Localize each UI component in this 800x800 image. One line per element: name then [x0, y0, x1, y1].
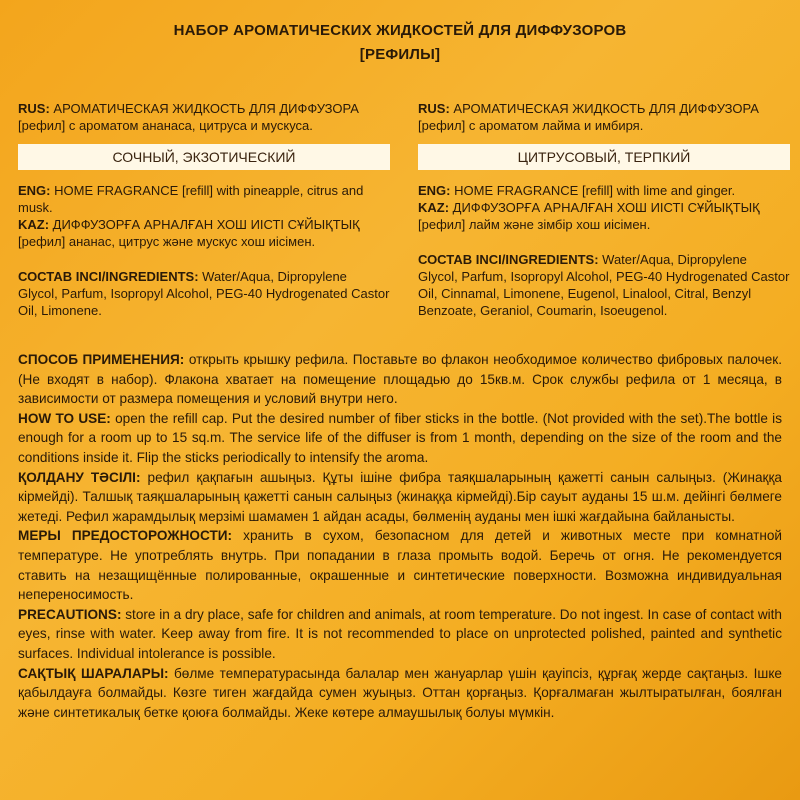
instructions-section	[18, 350, 782, 722]
usage-kz-paragraph	[18, 468, 782, 527]
right-rus-paragraph	[418, 100, 790, 134]
right-kaz-paragraph	[418, 199, 790, 233]
usage-ru-label: СПОСОБ ПРИМЕНЕНИЯ:	[18, 352, 185, 367]
precautions-ru-paragraph	[18, 526, 782, 604]
left-ingredients-text: Water/Aqua, Dipropylene Glycol, Parfum, Isopropyl Alcohol, PEG-40 Hydrogenated Castor Oil, Limonene.	[18, 269, 390, 318]
precautions-kz-text: бөлме температурасында балалар мен жануарлар үшін қауіпсіз, құрғақ жерде сақтаңыз. Ішке қабылдауға болмайды. Көзге тиген жағдайда сумен жуыңыз. Оттан қорғаңыз. Қорғалмаған жылтыратылған, боялған және синтетикалық бетке қоюға болмайды. Жеке көтере алмаушылық болуы мүмкін.	[18, 665, 782, 720]
precautions-kz-paragraph	[18, 664, 782, 723]
left-ingredients-paragraph	[18, 268, 390, 319]
left-ingredients-label: СОСТАВ INCI/INGREDIENTS:	[18, 269, 199, 284]
right-eng-label: ENG:	[418, 183, 451, 198]
precautions-ru-text: хранить в сухом, безопасном для детей и животных месте при комнатной температуре. Не употреблять внутрь. При попадании в глаза промыть водой. Беречь от огня. Не рекомендуется ставить на незащищённые полированные, окрашенные и синтетические поверхности. Возможна индивидуальная непереносимость.	[18, 528, 782, 603]
precautions-ru-label: МЕРЫ ПРЕДОСТОРОЖНОСТИ:	[18, 528, 233, 544]
right-rus-label: RUS:	[418, 101, 450, 116]
usage-en-text: open the refill cap. Put the desired number of fiber sticks in the bottle. (Not provided with the set).The bottle is enough for a room up to 15 sq.m. The service life of the diffuser is from 1 month, depending on the size of the room and the conditions inside it. Flip the sticks periodically to intensify the aroma.	[18, 410, 782, 465]
right-kaz-label: KAZ:	[418, 200, 450, 215]
precautions-en-label: PRECAUTIONS:	[18, 606, 122, 622]
left-rus-text: АРОМАТИЧЕСКАЯ ЖИДКОСТЬ ДЛЯ ДИФФУЗОРА [рефил] с ароматом ананаса, цитруса и мускуса.	[18, 101, 359, 133]
usage-kz-text: рефил қақпағын ашыңыз. Құты ішіне фибра таяқшаларының қажетті санын салыңыз. (Жинаққа кірмейді). Талшық таяқшаларының қажетті санын салыңыз (жинаққа кірмейді).Бір сауыт ауданы 15 ш.м. дейінгі бөлмеге жетеді. Рефил жарамдылық мерзімі шамамен 1 айдан асады, бөлменің ауданы мен ішкі жағдайына байланысты.	[18, 469, 782, 524]
usage-ru-text: открыть крышку рефила. Поставьте во флакон необходимое количество фибровых палочек. (Не входят в набор). Флакона хватает на помещение площадью до 15кв.м. Срок службы рефила от 1 месяца, в зависимости от размера помещения и условий внутри него.	[18, 352, 782, 407]
left-eng-label: ENG:	[18, 183, 51, 198]
page-title: НАБОР АРОМАТИЧЕСКИХ ЖИДКОСТЕЙ ДЛЯ ДИФФУЗОРОВ	[173, 22, 627, 39]
right-kaz-text: ДИФФУЗОРҒА АРНАЛҒАН ХОШ ИІСТІ СҰЙЫҚТЫҚ [рефил] лайм және зімбір хош иісімен.	[418, 200, 760, 232]
left-rus-label: RUS:	[18, 101, 50, 116]
right-eng-text: HOME FRAGRANCE [refill] with lime and ginger.	[450, 183, 736, 198]
precautions-en-paragraph	[18, 605, 782, 664]
left-kaz-paragraph	[18, 216, 390, 250]
right-product-column	[418, 100, 790, 319]
left-eng-text: HOME FRAGRANCE [refill] with pineapple, citrus and musk.	[18, 183, 364, 215]
right-eng-paragraph	[418, 182, 790, 199]
left-rus-paragraph	[18, 100, 390, 134]
right-ingredients-paragraph	[418, 251, 790, 319]
right-scent-badge: ЦИТРУСОВЫЙ, ТЕРПКИЙ	[418, 144, 790, 170]
usage-ru-paragraph	[18, 350, 782, 409]
left-kaz-label: KAZ:	[18, 217, 50, 232]
page-subtitle: [РЕФИЛЫ]	[359, 46, 441, 63]
left-kaz-text: ДИФФУЗОРҒА АРНАЛҒАН ХОШ ИІСТІ СҰЙЫҚТЫҚ [рефил] ананас, цитрус және мускус хош иісімен.	[18, 217, 360, 249]
usage-en-paragraph	[18, 409, 782, 468]
left-eng-paragraph	[18, 182, 390, 216]
right-ingredients-text: Water/Aqua, Dipropylene Glycol, Parfum, Isopropyl Alcohol, PEG-40 Hydrogenated Castor Oil, Cinnamal, Limonene, Eugenol, Linalool, Citral, Benzyl Benzoate, Geraniol, Coumarin, Isoeugenol.	[418, 252, 790, 318]
left-product-column	[18, 100, 390, 319]
usage-kz-label: ҚОЛДАНУ ТӘСІЛІ:	[18, 469, 141, 485]
right-rus-text: АРОМАТИЧЕСКАЯ ЖИДКОСТЬ ДЛЯ ДИФФУЗОРА [рефил] с ароматом лайма и имбиря.	[418, 101, 759, 133]
right-ingredients-label: СОСТАВ INCI/INGREDIENTS:	[418, 252, 599, 267]
precautions-en-text: store in a dry place, safe for children and animals, at room temperature. Do not ingest. In case of contact with eyes, rinse with water. Keep away from fire. It is not recommended to place on unprotected polished, painted and synthetic surfaces. Individual intolerance is possible.	[18, 606, 782, 661]
usage-en-label: HOW TO USE:	[18, 410, 111, 426]
precautions-kz-label: САҚТЫҚ ШАРАЛАРЫ:	[18, 665, 169, 681]
left-scent-badge: СОЧНЫЙ, ЭКЗОТИЧЕСКИЙ	[18, 144, 390, 170]
